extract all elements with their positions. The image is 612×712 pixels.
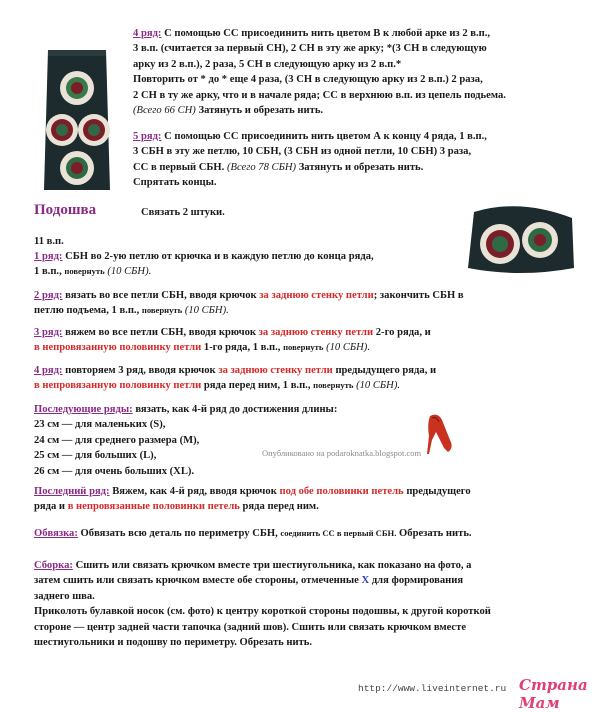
row4-line6 bbox=[133, 103, 603, 118]
sole-row3-label: 3 ряд: bbox=[34, 327, 63, 338]
sole-last-l2a: ряда и bbox=[34, 501, 66, 513]
sole-last-label: Последний ряд: bbox=[34, 486, 110, 497]
assembly-text-3: заднего шва. bbox=[34, 590, 95, 602]
edging bbox=[34, 526, 594, 541]
row5-line3 bbox=[133, 160, 603, 175]
assembly-text-5: стороне — центр задней части тапочка (задний шов). Сшить или связать крючком вместе bbox=[34, 621, 467, 633]
row5-line1 bbox=[133, 129, 603, 144]
assembly-line2 bbox=[34, 573, 604, 588]
sole-next-line bbox=[34, 402, 454, 417]
sole-row3-line1 bbox=[34, 325, 594, 340]
sole-row3-red2: в непровязанную половинку петли bbox=[34, 342, 202, 354]
sole-row3-c: 1-го ряда, 1 в.п., bbox=[203, 342, 281, 354]
row4-text-3: арку из 2 в.п.), 2 раза, 5 СН в следующую арку из 2 в.п.* bbox=[133, 58, 402, 70]
sole-title: Подошва bbox=[34, 202, 97, 218]
sole-last-red2: в непровязанные половинки петель bbox=[67, 501, 240, 513]
row4-text-5: 2 СН в ту же арку, что и в начале ряда; СС в верхнюю в.п. из цепель подьема. bbox=[133, 89, 506, 101]
row4-total: (Всего 66 СН) bbox=[133, 105, 196, 117]
row5-line3-end: Затянуть и обрезать нить. bbox=[298, 161, 424, 173]
sole-row2-line1 bbox=[34, 288, 594, 303]
sole-row4-c: ряда перед ним, 1 в.п., bbox=[203, 380, 311, 392]
edging-label: Обвязка: bbox=[34, 528, 78, 539]
row4-text-2: 3 в.п. (считается за первый СН), 2 СН в эту же арку; *(3 СН в следующую bbox=[133, 43, 487, 55]
sole-last-red: под обе половинки петель bbox=[279, 486, 404, 497]
edging-c: Обрезать нить. bbox=[399, 528, 472, 539]
assembly-text-2b: для формирования bbox=[371, 575, 464, 587]
sole-row3-a: вяжем во все петли СБН, вводя крючок bbox=[65, 327, 256, 338]
row4-block bbox=[133, 26, 603, 118]
row5-label: 5 ряд: bbox=[133, 131, 162, 142]
assembly-x-mark: X bbox=[361, 575, 370, 587]
slipper-photo-top bbox=[38, 30, 116, 195]
sole-row1-l2b: повернуть bbox=[64, 266, 105, 277]
sole-row1-l2c: (10 СБН). bbox=[107, 266, 152, 278]
row5-text-1: С помощью СС присоединить нить цветом А к концу 4 ряда, 1 в.п., bbox=[164, 131, 487, 142]
sole-last-l2b: ряда перед ним. bbox=[242, 501, 319, 513]
sole-row2-line2 bbox=[34, 303, 594, 318]
sole-last-line2 bbox=[34, 499, 594, 514]
row5-block bbox=[133, 129, 603, 191]
sole-row1 bbox=[34, 249, 454, 280]
sole-last-a: Вяжем, как 4-й ряд, вводя крючок bbox=[112, 486, 277, 497]
edging-a: Обвязать всю деталь по периметру СБН, bbox=[80, 528, 278, 539]
sole-row2-a: вязать во все петли СБН, вводя крючок bbox=[65, 290, 257, 301]
sole-row3-e: (10 СБН). bbox=[326, 342, 370, 354]
sole-chain: 11 в.п. bbox=[34, 236, 64, 247]
sole-last-row bbox=[34, 484, 594, 515]
sole-row4-label: 4 ряд: bbox=[34, 365, 63, 376]
sole-row1-l2a: 1 в.п., bbox=[34, 266, 62, 278]
publisher-credit: Опубликовано на podaroknatka.blogspot.com bbox=[262, 448, 422, 458]
assembly-line1 bbox=[34, 558, 604, 573]
sole-row4 bbox=[34, 363, 594, 394]
assembly-label: Сборка: bbox=[34, 560, 73, 571]
sole-last-line1 bbox=[34, 484, 594, 499]
sole-row4-d: повернуть bbox=[313, 380, 354, 391]
sole-row3 bbox=[34, 325, 594, 356]
sole-row1-text: СБН во 2-ую петлю от крючка и в каждую петлю до конца ряда, bbox=[65, 251, 374, 262]
sole-row4-red2: в непровязанную половинку петли bbox=[34, 380, 202, 392]
row5-text-2: 3 СБН в эту же петлю, 10 СБН, (3 СБН из одной петли, 10 СБН) 3 раза, bbox=[133, 146, 472, 158]
sole-row3-b: 2-го ряда, и bbox=[375, 327, 431, 338]
size-l: 25 см — для больших (L), bbox=[34, 450, 157, 462]
row4-text-4: Повторить от * до * еще 4 раза, (3 СН в следующую арку из 2 в.п.) 2 раза, bbox=[133, 74, 483, 86]
sole-row2-l2b: повернуть bbox=[141, 305, 183, 316]
size-m: 24 см — для среднего размера (M), bbox=[34, 434, 200, 446]
sole-row3-d: повернуть bbox=[283, 342, 324, 353]
sole-row2-l2c: (10 СБН). bbox=[184, 305, 229, 317]
sole-next bbox=[34, 402, 454, 479]
sole-row4-e: (10 СБН). bbox=[356, 380, 401, 392]
sole-row2-red: за заднюю стенку петли bbox=[259, 290, 374, 301]
sole-last-b: предыдущего bbox=[406, 486, 471, 497]
footer-watermark: Страна Мам bbox=[519, 676, 588, 712]
size-s: 23 см — для маленьких (S), bbox=[34, 419, 166, 431]
row5-line4: Спрятать концы. bbox=[133, 177, 217, 189]
row4-label: 4 ряд: bbox=[133, 28, 162, 39]
sole-row2-b: ; закончить СБН в bbox=[373, 290, 464, 301]
assembly-text-2a: затем сшить или связать крючком вместе обе стороны, отмеченные bbox=[34, 575, 359, 587]
sole-next-text: вязать, как 4-й ряд до достижения длины: bbox=[135, 404, 338, 415]
assembly-text-1: Сшить или связать крючком вместе три шестиугольника, как показано на фото, а bbox=[75, 560, 472, 571]
sole-row2-label: 2 ряд: bbox=[34, 290, 63, 301]
slipper-photo-side bbox=[460, 196, 580, 280]
sole-row3-line2 bbox=[34, 340, 594, 355]
sole-row1-line2 bbox=[34, 264, 454, 279]
sole-row4-red: за заднюю стенку петли bbox=[218, 365, 333, 376]
sole-row2-l2a: петлю подъема, 1 в.п., bbox=[34, 305, 140, 317]
sole-row4-line1 bbox=[34, 363, 594, 378]
assembly-text-6: шестиугольники и подошву по периметру. Обрезать нить. bbox=[34, 637, 313, 649]
row5-total: (Всего 78 СБН) bbox=[226, 161, 297, 173]
sole-row4-a: повторяем 3 ряд, вводя крючок bbox=[65, 365, 216, 376]
footer-url[interactable]: http://www.liveinternet.ru bbox=[358, 683, 507, 694]
row4-text-1: С помощью СС присоединить нить цветом В к любой арке из 2 в.п., bbox=[164, 28, 491, 39]
row4-line1 bbox=[133, 26, 603, 41]
sole-row1-label: 1 ряд: bbox=[34, 251, 63, 262]
sole-row3-red: за заднюю стенку петли bbox=[258, 327, 374, 338]
red-shoe-icon bbox=[424, 410, 460, 456]
assembly bbox=[34, 558, 604, 650]
row4-end: Затянуть и обрезать нить. bbox=[198, 105, 324, 117]
assembly-text-4: Приколоть булавкой носок (см. фото) к центру короткой стороны подошвы, к другой короткой bbox=[34, 606, 491, 618]
sole-subtitle: Связать 2 штуки. bbox=[141, 207, 225, 218]
sole-row4-line2 bbox=[34, 378, 594, 393]
edging-b: соединить СС в первый СБН. bbox=[280, 528, 397, 538]
size-xl: 26 см — для очень больших (XL). bbox=[34, 465, 195, 477]
sole-row1-line1 bbox=[34, 249, 454, 264]
sole-row4-b: предыдущего ряда, и bbox=[335, 365, 437, 376]
sole-next-label: Последующие ряды: bbox=[34, 404, 133, 415]
sole-row2 bbox=[34, 288, 594, 319]
row5-line3-start: СС в первый СБН. bbox=[133, 161, 225, 173]
